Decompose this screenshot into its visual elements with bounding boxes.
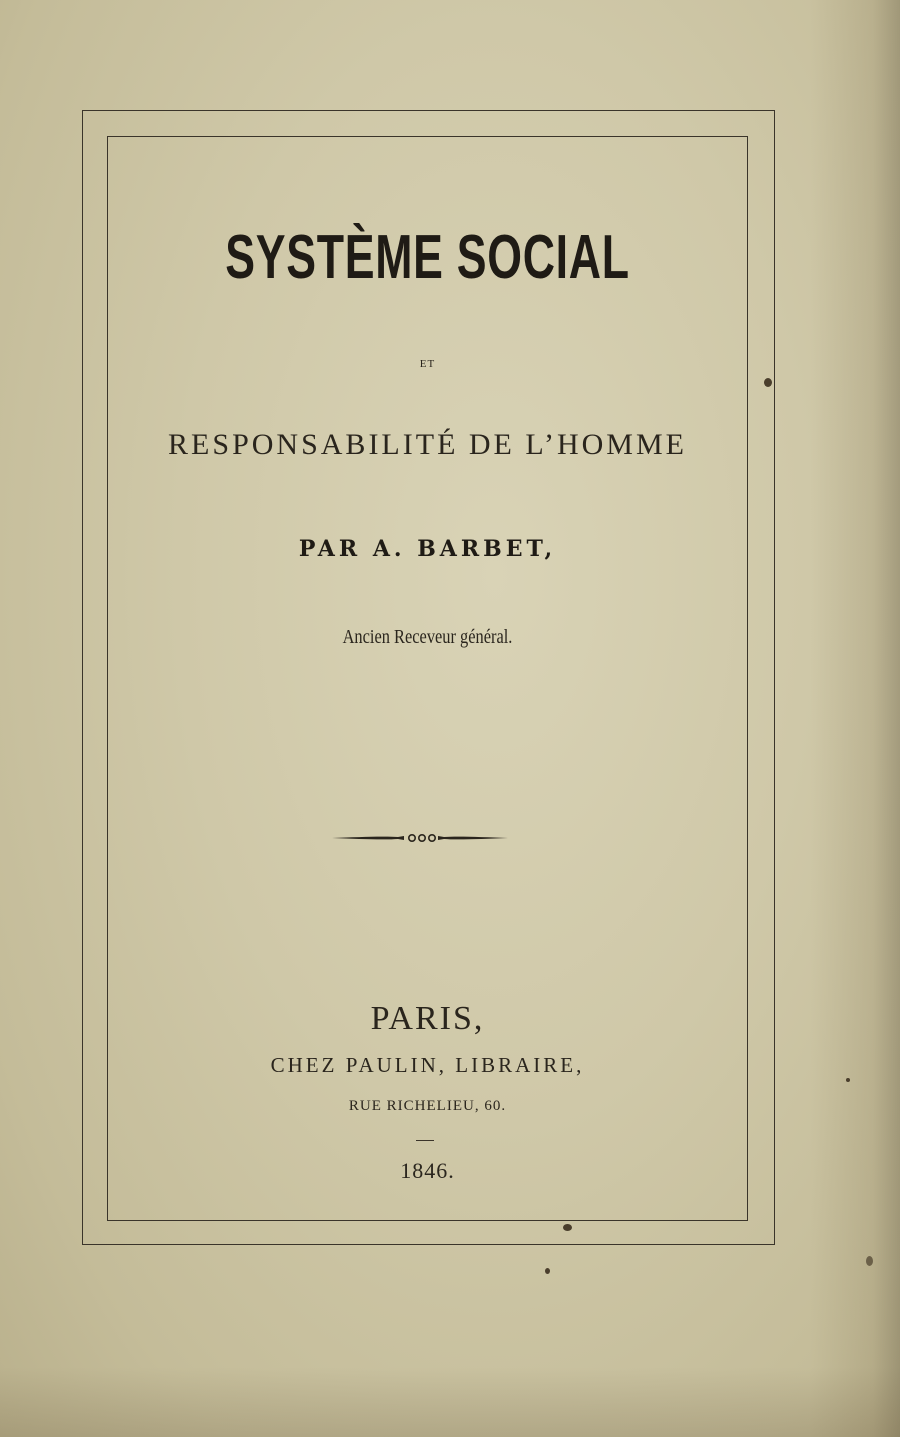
author-line: PAR A. BARBET, xyxy=(298,536,557,562)
page-edge-shadow-right xyxy=(810,0,900,1437)
imprint-address: RUE RICHELIEU, 60. xyxy=(348,1098,507,1114)
printer-rule-ornament-icon xyxy=(330,831,510,845)
imprint-publisher: CHEZ PAULIN, LIBRAIRE, xyxy=(270,1053,585,1077)
page-edge-shadow-bottom xyxy=(0,1367,900,1437)
foxing-spot xyxy=(764,378,772,387)
foxing-spot xyxy=(545,1268,550,1274)
imprint-year: 1846. xyxy=(400,1158,455,1183)
imprint-city: PARIS, xyxy=(370,1000,485,1037)
author-role: Ancien Receveur général. xyxy=(342,626,513,648)
imprint-divider xyxy=(416,1140,434,1141)
foxing-spot xyxy=(563,1224,572,1231)
foxing-spot xyxy=(866,1256,873,1266)
book-subtitle: RESPONSABILITÉ DE L’HOMME xyxy=(168,428,687,461)
foxing-spot xyxy=(846,1078,850,1082)
title-conjunction: ET xyxy=(419,358,436,370)
book-title: SYSTÈME SOCIAL xyxy=(225,223,630,292)
